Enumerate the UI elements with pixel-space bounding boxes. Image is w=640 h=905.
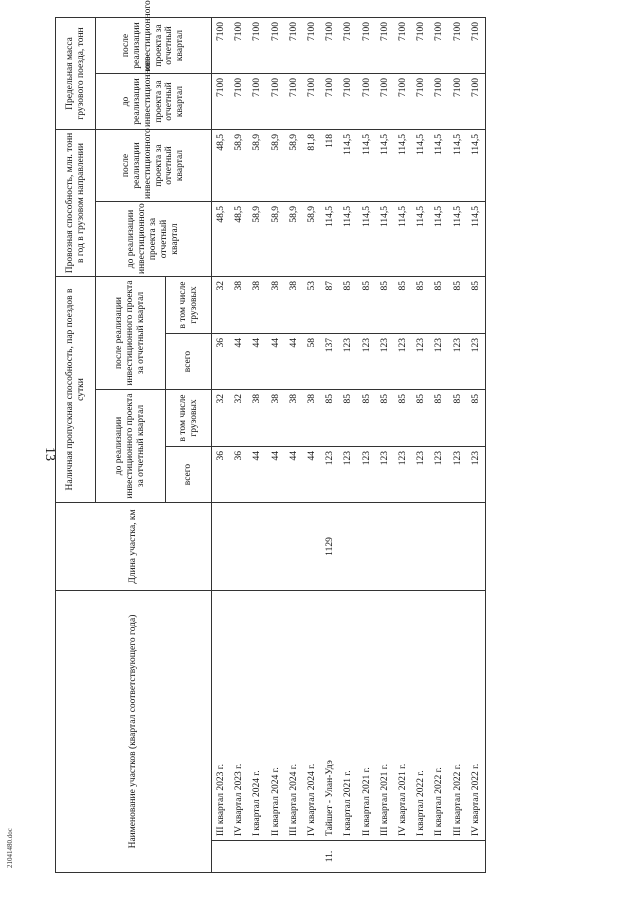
mass-before: 7100 xyxy=(412,74,430,130)
table-body xyxy=(212,18,486,873)
table-row xyxy=(467,18,486,873)
header-before-total: всего xyxy=(166,447,212,503)
table-row xyxy=(358,18,376,873)
before-freight: 38 xyxy=(285,390,303,447)
section-length xyxy=(412,503,430,591)
carrying-after: 118 xyxy=(321,130,339,202)
row-number xyxy=(285,841,303,873)
before-total: 123 xyxy=(412,447,430,503)
after-total: 58 xyxy=(303,334,321,390)
after-total: 44 xyxy=(267,334,285,390)
row-number xyxy=(376,841,394,873)
header-carrying: Провозная способность, млн. тонн в год в грузовом направлении xyxy=(56,130,96,277)
after-freight: 87 xyxy=(321,277,339,334)
carrying-before: 58,9 xyxy=(267,202,285,277)
mass-before: 7100 xyxy=(358,74,376,130)
after-total: 123 xyxy=(467,334,486,390)
carrying-after: 114,5 xyxy=(467,130,486,202)
before-total: 36 xyxy=(230,447,248,503)
carrying-before: 114,5 xyxy=(412,202,430,277)
table-row xyxy=(212,18,231,873)
row-number xyxy=(267,841,285,873)
table-row xyxy=(303,18,321,873)
carrying-after: 81,8 xyxy=(303,130,321,202)
mass-after: 7100 xyxy=(285,18,303,74)
row-number xyxy=(394,841,412,873)
table-row xyxy=(394,18,412,873)
before-total: 44 xyxy=(267,447,285,503)
header-after-total: всего xyxy=(166,334,212,390)
before-total: 36 xyxy=(212,447,231,503)
header-capacity: Наличная пропускная способность, пар поездов в сутки xyxy=(56,277,96,503)
row-number xyxy=(248,841,266,873)
header-mass-before: до реализации инвестиционного проекта за отчетный квартал xyxy=(96,74,212,130)
before-freight: 38 xyxy=(303,390,321,447)
row-number: 11. xyxy=(321,841,339,873)
before-freight: 85 xyxy=(339,390,357,447)
row-number xyxy=(430,841,448,873)
before-freight: 85 xyxy=(430,390,448,447)
after-total: 123 xyxy=(358,334,376,390)
carrying-before: 114,5 xyxy=(321,202,339,277)
table-row xyxy=(412,18,430,873)
section-length xyxy=(376,503,394,591)
section-name: I квартал 2024 г. xyxy=(248,591,266,841)
after-total: 123 xyxy=(448,334,466,390)
carrying-before: 48,5 xyxy=(212,202,231,277)
section-name: I квартал 2021 г. xyxy=(339,591,357,841)
header-mass-after: после реализации инвестиционного проекта за отчетный квартал xyxy=(96,18,212,74)
rotated-table-container xyxy=(55,0,615,873)
section-length xyxy=(285,503,303,591)
carrying-after: 58,9 xyxy=(267,130,285,202)
row-number xyxy=(448,841,466,873)
before-freight: 85 xyxy=(467,390,486,447)
mass-after: 7100 xyxy=(248,18,266,74)
after-total: 36 xyxy=(212,334,231,390)
carrying-before: 58,9 xyxy=(285,202,303,277)
mass-after: 7100 xyxy=(358,18,376,74)
after-total: 123 xyxy=(339,334,357,390)
carrying-before: 114,5 xyxy=(376,202,394,277)
section-length xyxy=(448,503,466,591)
carrying-after: 114,5 xyxy=(448,130,466,202)
section-length xyxy=(267,503,285,591)
row-number xyxy=(212,841,231,873)
after-freight: 85 xyxy=(430,277,448,334)
section-length xyxy=(430,503,448,591)
before-freight: 85 xyxy=(412,390,430,447)
after-freight: 85 xyxy=(394,277,412,334)
after-freight: 85 xyxy=(412,277,430,334)
mass-before: 7100 xyxy=(230,74,248,130)
after-total: 44 xyxy=(285,334,303,390)
row-number xyxy=(358,841,376,873)
before-total: 123 xyxy=(376,447,394,503)
before-freight: 32 xyxy=(212,390,231,447)
before-freight: 85 xyxy=(394,390,412,447)
after-freight: 38 xyxy=(285,277,303,334)
mass-before: 7100 xyxy=(394,74,412,130)
mass-before: 7100 xyxy=(212,74,231,130)
carrying-after: 58,9 xyxy=(285,130,303,202)
header-capacity-before: до реализации инвестиционного проекта за отчетный квартал xyxy=(96,390,166,503)
after-freight: 85 xyxy=(358,277,376,334)
section-name: Тайшет - Улан-Удэ xyxy=(321,591,339,841)
section-name: IV квартал 2024 г. xyxy=(303,591,321,841)
after-freight: 38 xyxy=(248,277,266,334)
carrying-after: 114,5 xyxy=(394,130,412,202)
mass-after: 7100 xyxy=(394,18,412,74)
table-row xyxy=(376,18,394,873)
header-before-freight: в том числе грузовых xyxy=(166,390,212,447)
row-number xyxy=(303,841,321,873)
table-row xyxy=(230,18,248,873)
carrying-after: 114,5 xyxy=(430,130,448,202)
section-name: IV квартал 2021 г. xyxy=(394,591,412,841)
section-length xyxy=(303,503,321,591)
before-total: 123 xyxy=(321,447,339,503)
section-name: III квартал 2022 г. xyxy=(448,591,466,841)
row-number xyxy=(339,841,357,873)
section-length xyxy=(467,503,486,591)
carrying-after: 114,5 xyxy=(376,130,394,202)
mass-before: 7100 xyxy=(285,74,303,130)
before-total: 44 xyxy=(303,447,321,503)
table-row xyxy=(285,18,303,873)
section-name: IV квартал 2023 г. xyxy=(230,591,248,841)
mass-before: 7100 xyxy=(339,74,357,130)
carrying-after: 58,9 xyxy=(248,130,266,202)
header-after-freight: в том числе грузовых xyxy=(166,277,212,334)
section-length xyxy=(394,503,412,591)
section-length xyxy=(358,503,376,591)
mass-after: 7100 xyxy=(230,18,248,74)
carrying-before: 58,9 xyxy=(303,202,321,277)
before-freight: 32 xyxy=(230,390,248,447)
capacity-table xyxy=(55,0,486,873)
after-total: 123 xyxy=(394,334,412,390)
mass-after: 7100 xyxy=(430,18,448,74)
header-carrying-before: до реализации инвестиционного проекта за отчетный квартал xyxy=(96,202,212,277)
table-row xyxy=(321,18,339,873)
carrying-before: 114,5 xyxy=(430,202,448,277)
carrying-after: 48,5 xyxy=(212,130,231,202)
after-total: 123 xyxy=(412,334,430,390)
after-freight: 85 xyxy=(376,277,394,334)
mass-after: 7100 xyxy=(267,18,285,74)
before-total: 123 xyxy=(394,447,412,503)
before-total: 123 xyxy=(467,447,486,503)
after-total: 44 xyxy=(230,334,248,390)
table-row xyxy=(448,18,466,873)
table-row xyxy=(339,18,357,873)
mass-after: 7100 xyxy=(467,18,486,74)
before-total: 123 xyxy=(430,447,448,503)
section-length xyxy=(230,503,248,591)
carrying-before: 114,5 xyxy=(394,202,412,277)
mass-before: 7100 xyxy=(467,74,486,130)
section-name: III квартал 2024 г. xyxy=(285,591,303,841)
section-name: III квартал 2021 г. xyxy=(376,591,394,841)
mass-before: 7100 xyxy=(248,74,266,130)
section-name: II квартал 2021 г. xyxy=(358,591,376,841)
mass-after: 7100 xyxy=(376,18,394,74)
section-length xyxy=(339,503,357,591)
mass-after: 7100 xyxy=(412,18,430,74)
mass-before: 7100 xyxy=(430,74,448,130)
mass-before: 7100 xyxy=(303,74,321,130)
header-capacity-after: после реализации инвестиционного проекта за отчетный квартал xyxy=(96,277,166,390)
after-freight: 85 xyxy=(467,277,486,334)
before-freight: 85 xyxy=(448,390,466,447)
before-total: 44 xyxy=(248,447,266,503)
row-number xyxy=(230,841,248,873)
before-total: 123 xyxy=(339,447,357,503)
before-total: 123 xyxy=(448,447,466,503)
section-name: III квартал 2023 г. xyxy=(212,591,231,841)
mass-after: 7100 xyxy=(212,18,231,74)
before-freight: 85 xyxy=(358,390,376,447)
before-total: 44 xyxy=(285,447,303,503)
page-number: 13 xyxy=(42,447,57,461)
mass-after: 7100 xyxy=(321,18,339,74)
header-length: Длина участка, км xyxy=(56,503,212,591)
carrying-before: 114,5 xyxy=(448,202,466,277)
section-name: IV квартал 2022 г. xyxy=(467,591,486,841)
mass-before: 7100 xyxy=(321,74,339,130)
header-name: Наименование участков (квартал соответствующего года) xyxy=(56,591,212,873)
before-total: 123 xyxy=(358,447,376,503)
after-freight: 38 xyxy=(230,277,248,334)
mass-before: 7100 xyxy=(376,74,394,130)
carrying-after: 114,5 xyxy=(358,130,376,202)
header-carrying-after: после реализации инвестиционного проекта за отчетный квартал xyxy=(96,130,212,202)
table-row xyxy=(267,18,285,873)
carrying-before: 114,5 xyxy=(467,202,486,277)
carrying-before: 114,5 xyxy=(339,202,357,277)
after-freight: 53 xyxy=(303,277,321,334)
section-length xyxy=(212,503,231,591)
before-freight: 85 xyxy=(376,390,394,447)
after-total: 123 xyxy=(376,334,394,390)
mass-before: 7100 xyxy=(448,74,466,130)
before-freight: 85 xyxy=(321,390,339,447)
header-mass: Предельная масса грузового поезда, тонн xyxy=(56,18,96,130)
before-freight: 38 xyxy=(267,390,285,447)
section-length xyxy=(248,503,266,591)
table-row xyxy=(430,18,448,873)
after-freight: 32 xyxy=(212,277,231,334)
after-total: 123 xyxy=(430,334,448,390)
section-length: 1129 xyxy=(321,503,339,591)
mass-after: 7100 xyxy=(303,18,321,74)
carrying-before: 48,5 xyxy=(230,202,248,277)
carrying-before: 114,5 xyxy=(358,202,376,277)
carrying-after: 114,5 xyxy=(412,130,430,202)
section-name: II квартал 2024 г. xyxy=(267,591,285,841)
row-number xyxy=(412,841,430,873)
section-name: II квартал 2022 г. xyxy=(430,591,448,841)
carrying-after: 114,5 xyxy=(339,130,357,202)
mass-after: 7100 xyxy=(448,18,466,74)
row-number xyxy=(467,841,486,873)
carrying-after: 58,9 xyxy=(230,130,248,202)
carrying-before: 58,9 xyxy=(248,202,266,277)
footer-code: 21041480.doc xyxy=(6,828,14,868)
after-freight: 38 xyxy=(267,277,285,334)
mass-after: 7100 xyxy=(339,18,357,74)
after-freight: 85 xyxy=(448,277,466,334)
table-row xyxy=(248,18,266,873)
after-total: 44 xyxy=(248,334,266,390)
mass-before: 7100 xyxy=(267,74,285,130)
section-name: I квартал 2022 г. xyxy=(412,591,430,841)
before-freight: 38 xyxy=(248,390,266,447)
after-total: 137 xyxy=(321,334,339,390)
after-freight: 85 xyxy=(339,277,357,334)
